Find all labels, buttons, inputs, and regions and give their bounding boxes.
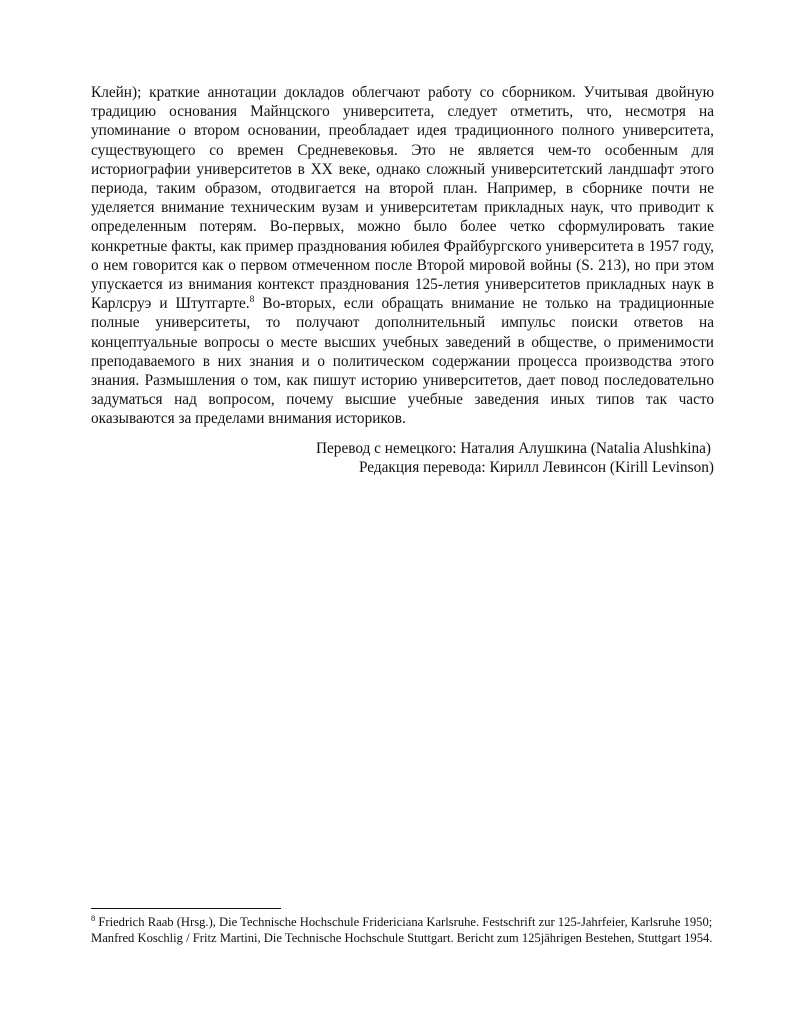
translation-credits [300,439,714,477]
body-text-before-footnote: Клейн); краткие аннотации докладов облегчают работу со сборником. Учитывая двойную традицию основания Майнцского университета, следует отметить, что, несмотря на упоминание о втором основании, преобладает идея традиционного полного университета, существующего со времен Средневековья. Это не является чем-то особенным для историографии университетов в XX веке, однако сложный университетский ландшафт этого периода, таким образом, отодвигается на второй план. Например, в сборнике почти не уделяется внимание техническим вузам и университетам прикладных наук, что приводит к определенным потерям. Во-первых, можно было более четко сформулировать такие конкретные факты, как пример празднования юбилея Фрайбургского университета в 1957 году, о нем говорится как о первом отмеченном после Второй мировой войны (S. 213), но при этом упускается из внимания контекст празднования 125-летия университетов прикладных наук в Карлсруэ и Штутгарте. [91,84,714,313]
footnote-separator [91,908,281,909]
translator-credit: Перевод с немецкого: Наталия Алушкина (Natalia Alushkina) [315,440,711,457]
footnote-number: 8 [91,912,96,923]
body-paragraph [91,83,714,429]
footnote [91,914,714,946]
footnote-reference[interactable]: 8 [249,295,255,306]
footnote-text: Friedrich Raab (Hrsg.), Die Technische Hochschule Fridericiana Karlsruhe. Festschrift zur 125-Jahrfeier, Karlsruhe 1950; Manfred Koschlig / Fritz Martini, Die Technische Hochschule Stuttgart. Bericht zum 125jährigen Bestehen, Stuttgart 1954. [91,915,713,945]
body-text-after-footnote: Во-вторых, если обращать внимание не только на традиционные полные университеты, то получают дополнительный импульс поиски ответов на концептуальные вопросы о месте высших учебных заведений в обществе, о применимости преподаваемого в них знания и о политическом содержании процесса производства этого знания. Размышления о том, как пишут историю университетов, дает повод последовательно задуматься над вопросом, почему высшие учебные заведения иных типов так часто оказываются за пределами внимания историков. [91,295,714,428]
editor-credit: Редакция перевода: Кирилл Левинсон (Kirill Levinson) [358,459,714,477]
